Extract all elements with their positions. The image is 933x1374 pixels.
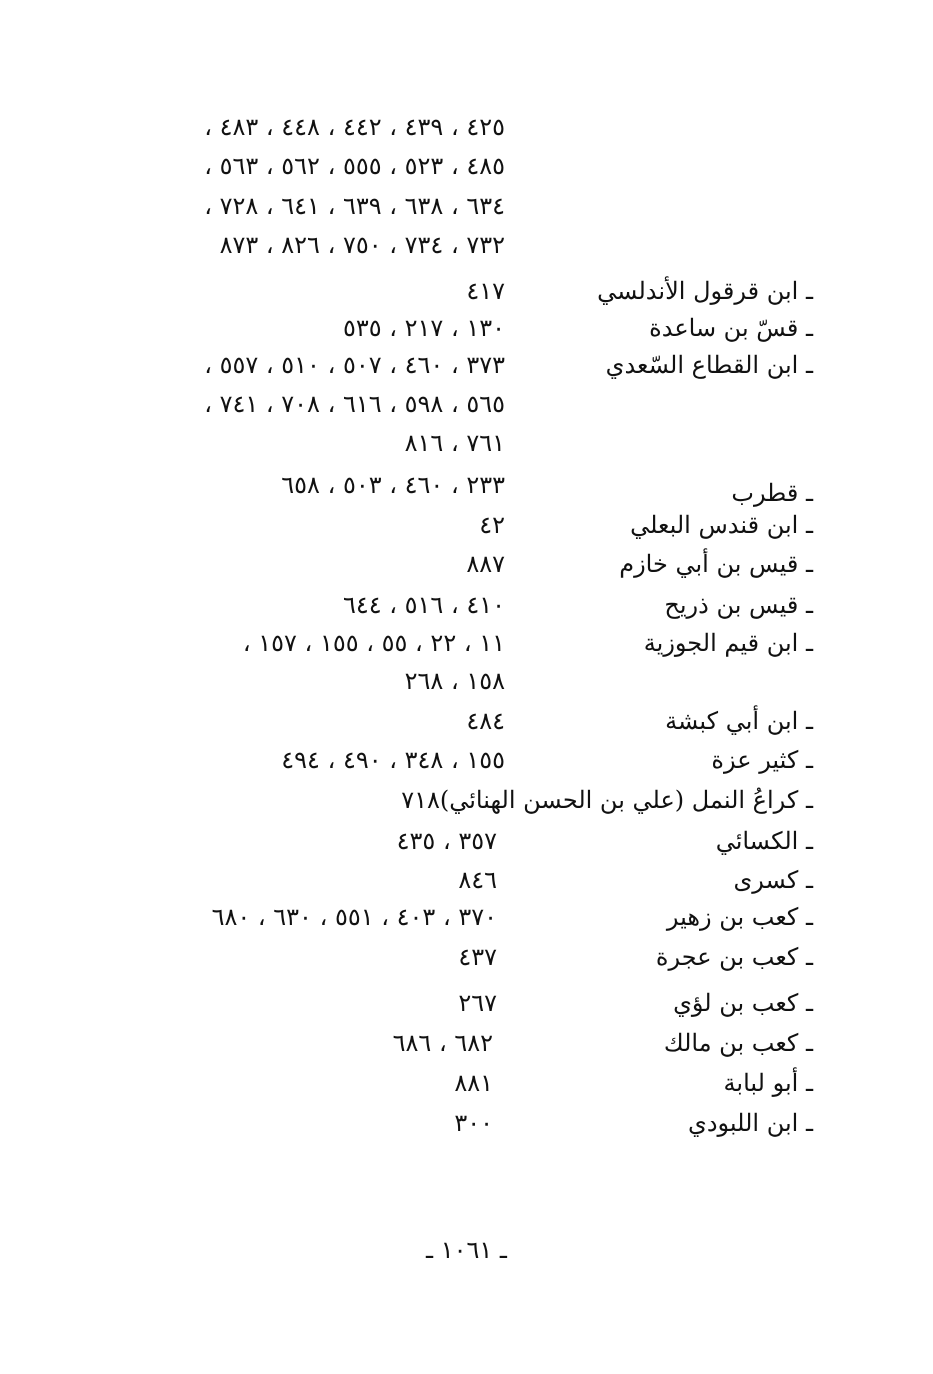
- person-name: ـ كراعُ النمل (علي بن الحسن الهنائي)٧١٨: [401, 786, 813, 814]
- person-name: ـ قسّ بن ساعدة: [649, 314, 813, 342]
- person-name: ـ كعب بن مالك: [663, 1029, 813, 1057]
- page-references: ٧٣٢ ، ٧٣٤ ، ٧٥٠ ، ٨٢٦ ، ٨٧٣: [219, 231, 505, 259]
- page-references: ٢٣٣ ، ٤٦٠ ، ٥٠٣ ، ٦٥٨: [281, 471, 505, 499]
- page-references: ٤٨٤: [466, 707, 505, 735]
- page-references: ٨٨١: [454, 1069, 493, 1097]
- page-references: ١٥٨ ، ٢٦٨: [404, 667, 505, 695]
- person-name: ـ قطرب: [731, 479, 813, 507]
- page-references: ٤١٠ ، ٥١٦ ، ٦٤٤: [342, 591, 505, 619]
- person-name: ـ كثير عزة: [711, 746, 813, 774]
- page-references: ٤١٧: [466, 277, 505, 305]
- page-references: ٧٦١ ، ٨١٦: [404, 429, 505, 457]
- page-references: ٣٧٣ ، ٤٦٠ ، ٥٠٧ ، ٥١٠ ، ٥٥٧ ،: [204, 351, 505, 379]
- page-references: ٢٦٧: [458, 989, 497, 1017]
- page-references: ٦٨٢ ، ٦٨٦: [392, 1029, 493, 1057]
- page-references: ٤٣٧: [458, 943, 497, 971]
- person-name: ـ قيس بن أبي خازم: [619, 550, 813, 578]
- person-name: ـ الكسائي: [715, 827, 813, 855]
- page-references: ٨٤٦: [458, 866, 497, 894]
- person-name: ـ كعب بن لؤي: [673, 989, 813, 1017]
- page-references: ١٥٥ ، ٣٤٨ ، ٤٩٠ ، ٤٩٤: [281, 746, 505, 774]
- person-name: ـ ابن قرقول الأندلسي: [597, 277, 813, 305]
- person-name: ـ ابن قيم الجوزية: [643, 629, 813, 657]
- person-name: ـ كعب بن زهير: [666, 903, 813, 931]
- page-references: ٦٣٤ ، ٦٣٨ ، ٦٣٩ ، ٦٤١ ، ٧٢٨ ،: [204, 192, 505, 220]
- page-references: ٥٦٥ ، ٥٩٨ ، ٦١٦ ، ٧٠٨ ، ٧٤١ ،: [204, 390, 505, 418]
- page-references: ٣٥٧ ، ٤٣٥: [396, 827, 497, 855]
- page-references: ٤٢٥ ، ٤٣٩ ، ٤٤٢ ، ٤٤٨ ، ٤٨٣ ،: [204, 113, 505, 141]
- page-number: ـ ١٠٦١ ـ: [426, 1236, 507, 1264]
- person-name: ـ ابن قندس البعلي: [630, 511, 813, 539]
- page-references: ٣٧٠ ، ٤٠٣ ، ٥٥١ ، ٦٣٠ ، ٦٨٠: [211, 903, 497, 931]
- page-references: ٤٨٥ ، ٥٢٣ ، ٥٥٥ ، ٥٦٢ ، ٥٦٣ ،: [204, 152, 505, 180]
- person-name: ـ ابن القطاع السّعدي: [605, 351, 813, 379]
- person-name: ـ كعب بن عجرة: [655, 943, 813, 971]
- person-name: ـ كسرى: [733, 866, 813, 894]
- person-name: ـ قيس بن ذريح: [664, 591, 813, 619]
- person-name: ـ ابن أبي كبشة: [665, 707, 813, 735]
- page-references: ٨٨٧: [466, 550, 505, 578]
- page-references: ٣٠٠: [454, 1109, 493, 1137]
- person-name: ـ ابن اللبودي: [688, 1109, 813, 1137]
- page-references: ١١ ، ٢٢ ، ٥٥ ، ١٥٥ ، ١٥٧ ،: [242, 629, 505, 657]
- page-references: ٤٢: [479, 511, 505, 539]
- person-name: ـ أبو لبابة: [723, 1069, 813, 1097]
- page-references: ١٣٠ ، ٢١٧ ، ٥٣٥: [342, 314, 505, 342]
